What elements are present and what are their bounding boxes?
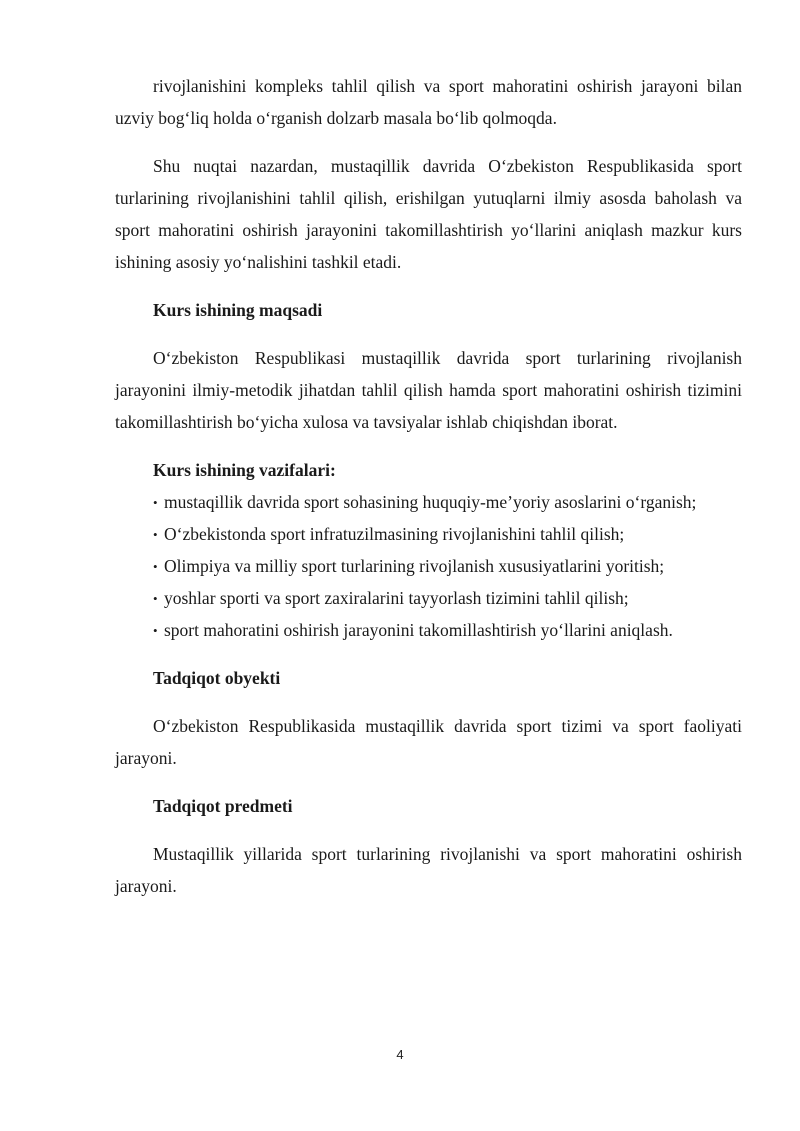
list-item: [153, 486, 742, 518]
list-item: [153, 582, 742, 614]
bullet-icon: •: [153, 591, 158, 606]
task-text: O‘zbekistonda sport infratuzilmasining rivojlanishini tahlil qilish;: [164, 524, 625, 544]
task-text: mustaqillik davrida sport sohasining huquqiy-me’yoriy asoslarini o‘rganish;: [164, 492, 697, 512]
document-page: [115, 70, 742, 902]
bullet-icon: •: [153, 623, 158, 638]
bullet-icon: •: [153, 527, 158, 542]
list-item: [153, 518, 742, 550]
subject-heading: Tadqiqot predmeti: [153, 796, 293, 816]
list-item: [153, 614, 742, 646]
tasks-list: [153, 486, 742, 646]
goal-paragraph: O‘zbekiston Respublikasi mustaqillik davrida sport turlarining rivojlanish jarayonini ilmiy-metodik jihatdan tahlil qilish hamda sport mahoratini oshirish tizimini takomillashtirish bo‘yicha xulosa va tavsiyalar ishlab chiqishdan iborat.: [115, 348, 742, 432]
list-item: [153, 550, 742, 582]
relevance-paragraph: Shu nuqtai nazardan, mustaqillik davrida O‘zbekiston Respublikasida sport turlarining rivojlanishini tahlil qilish, erishilgan yutuqlarni ilmiy asosda baholash va sport mahoratini oshirish jarayonini takomillashtirish yo‘llarini aniqlash mazkur kurs ishining asosiy yo‘nalishini tashkil etadi.: [115, 156, 742, 272]
intro-continued-paragraph: rivojlanishini kompleks tahlil qilish va sport mahoratini oshirish jarayoni bilan uzviy bog‘liq holda o‘rganish dolzarb masala bo‘lib qolmoqda.: [115, 76, 742, 128]
task-text: Olimpiya va milliy sport turlarining rivojlanish xususiyatlarini yoritish;: [164, 556, 665, 576]
bullet-icon: •: [153, 559, 158, 574]
subject-paragraph: Mustaqillik yillarida sport turlarining rivojlanishi va sport mahoratini oshirish jarayoni.: [115, 844, 742, 896]
goal-heading: Kurs ishining maqsadi: [153, 300, 323, 320]
tasks-heading: Kurs ishining vazifalari:: [153, 460, 336, 480]
task-text: sport mahoratini oshirish jarayonini takomillashtirish yo‘llarini aniqlash.: [164, 620, 673, 640]
object-heading: Tadqiqot obyekti: [153, 668, 281, 688]
bullet-icon: •: [153, 495, 158, 510]
task-text: yoshlar sporti va sport zaxiralarini tayyorlash tizimini tahlil qilish;: [164, 588, 629, 608]
object-paragraph: O‘zbekiston Respublikasida mustaqillik davrida sport tizimi va sport faoliyati jarayoni.: [115, 716, 742, 768]
page-number: 4: [396, 1047, 404, 1062]
